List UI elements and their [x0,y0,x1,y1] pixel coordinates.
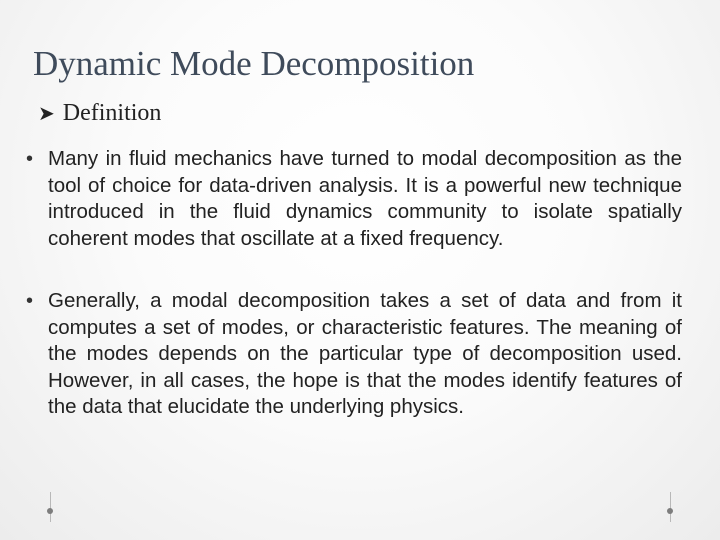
arrow-bullet-icon: ➤ [38,103,55,125]
bullet-item [26,146,682,252]
slide-title: Dynamic Mode Decomposition [33,44,475,83]
left-corner-line [50,492,51,522]
bullet-text: Many in fluid mechanics have turned to modal decomposition as the tool of choice for data-driven analysis. It is a powerful new technique introduced in the fluid dynamics community to isolate spatially coherent modes that oscillate at a fixed frequency. [48,147,682,250]
slide-subtitle [38,100,161,127]
right-corner-line [670,492,671,522]
left-corner-dot-icon [47,508,53,514]
bullet-dot-icon: • [26,148,34,170]
bullet-text: Generally, a modal decomposition takes a set of data and from it computes a set of modes, or characteristic features. The meaning of the modes depends on the particular type of decomposition used. However, in all cases, the hope is that the modes identify features of the data that elucidate the underlying physics. [48,289,682,418]
bullet-item [26,288,682,421]
bullet-list [26,146,682,457]
bullet-dot-icon: • [26,290,34,312]
subtitle-label: Definition [62,100,162,126]
right-corner-dot-icon [667,508,673,514]
